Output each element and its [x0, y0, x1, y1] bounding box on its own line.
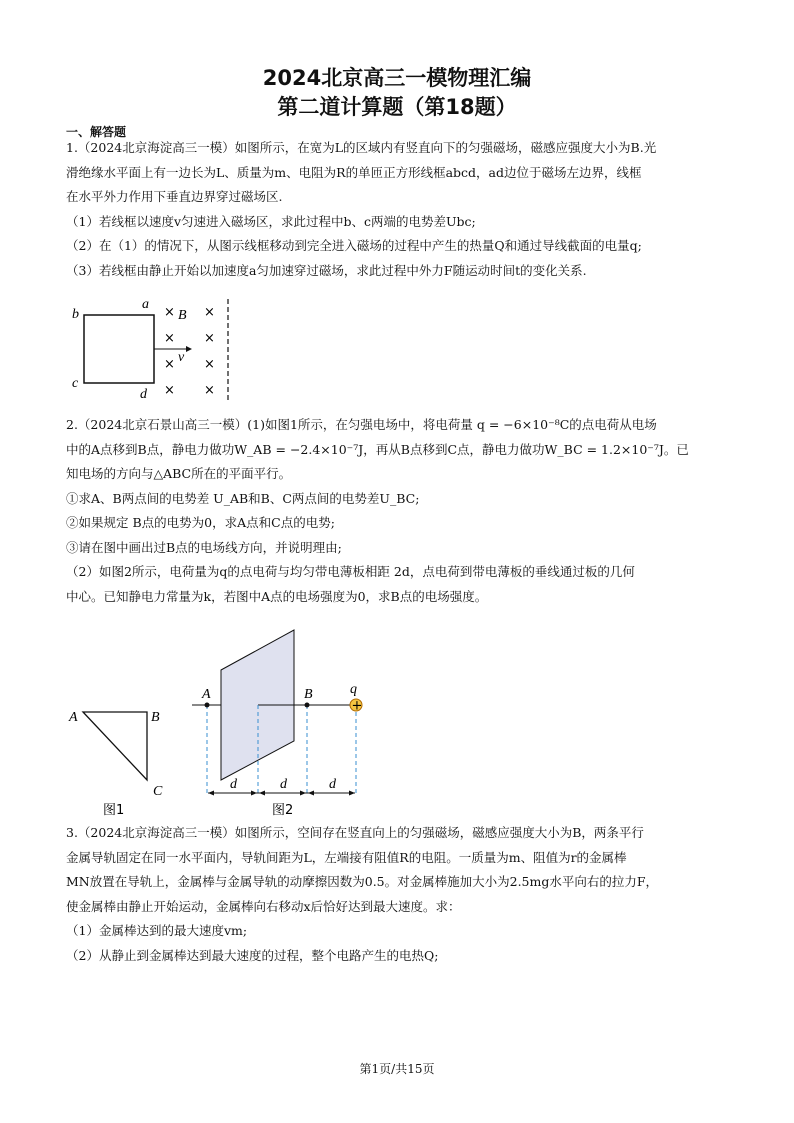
q1-sub: （1）若线框以速度v匀速进入磁场区，求此过程中b、c两端的电势差Ubc; — [66, 213, 476, 229]
arrow-head-icon — [186, 346, 192, 352]
field-cross-icon: × — [164, 357, 175, 372]
field-cross-icon: × — [204, 305, 215, 320]
q1-line: 滑绝缘水平面上有一边长为L、质量为m、电阻为R的单匝正方形线框abcd，ad边位于磁场左边界，线框 — [66, 164, 642, 180]
triangle-abc — [83, 712, 147, 780]
field-cross-icon: × — [164, 305, 175, 320]
q1-figure — [60, 295, 260, 410]
question-3 — [66, 821, 731, 968]
label-B: B — [304, 687, 313, 702]
q2-figure-2 — [180, 630, 380, 825]
section-heading: 一、解答题 — [66, 125, 127, 139]
page-title: 2024北京高三一模物理汇编 — [262, 66, 532, 90]
label-c: c — [72, 376, 79, 391]
dim-arrow-icon — [251, 791, 257, 796]
label-A: A — [69, 710, 78, 725]
label-b: b — [72, 307, 79, 322]
label-a: a — [142, 297, 149, 312]
q2-sub: ②如果规定 B点的电势为0，求A点和C点的电势; — [66, 515, 335, 530]
q2-line: 中的A点移到B点，静电力做功W_AB = −2.4×10⁻⁷J，再从B点移到C点，静电力做功W_BC = 1.2×10⁻⁷J。已 — [66, 441, 689, 457]
label-v: v — [178, 350, 185, 365]
field-cross-icon: × — [204, 357, 215, 372]
point-A-dot — [205, 703, 210, 708]
square-loop — [84, 315, 154, 383]
q2-line: 2.（2024北京石景山高三一模）(1)如图1所示，在匀强电场中，将电荷量 q = −6×10⁻⁸C的点电荷从电场 — [66, 417, 657, 432]
field-cross-icon: × — [204, 331, 215, 346]
label-d: d — [329, 777, 336, 792]
label-B: B — [178, 308, 187, 323]
dim-arrow-icon — [349, 791, 355, 796]
label-d: d — [140, 387, 147, 402]
q1-sub: （2）在（1）的情况下，从图示线框移动到完全进入磁场的过程中产生的热量Q和通过导线截面的电量q; — [66, 238, 642, 253]
label-d: d — [280, 777, 287, 792]
dim-arrow-icon — [208, 791, 214, 796]
dim-arrow-icon — [308, 791, 314, 796]
q1-line: 在水平外力作用下垂直边界穿过磁场区. — [66, 189, 283, 204]
label-q: q — [350, 682, 357, 697]
q3-line: 3.（2024北京海淀高三一模）如图所示，空间存在竖直向上的匀强磁场，磁感应强度大小为B，两条平行 — [66, 825, 644, 840]
figure-caption: 图2 — [272, 803, 294, 818]
label-d: d — [230, 777, 237, 792]
q3-line: 使金属棒由静止开始运动，金属棒向右移动x后恰好达到最大速度。求： — [66, 898, 461, 914]
dim-arrow-icon — [300, 791, 306, 796]
q2-sub: 中心。已知静电力常量为k，若图中A点的电场强度为0，求B点的电场强度。 — [66, 588, 488, 604]
plus-sign: + — [351, 698, 363, 714]
label-A: A — [202, 687, 211, 702]
field-cross-icon: × — [164, 383, 175, 398]
q2-sub: ①求A、B两点间的电势差 U_AB和B、C两点间的电势差U_BC; — [66, 490, 420, 506]
page-subtitle: 第二道计算题（第18题） — [277, 95, 517, 119]
q3-line: 金属导轨固定在同一水平面内，导轨间距为L，左端接有阻值R的电阻。一质量为m、阻值为r的金属棒 — [66, 849, 627, 865]
q2-sub: ③请在图中画出过B点的电场线方向，并说明理由; — [66, 539, 342, 555]
question-1 — [66, 136, 731, 283]
q2-line: 知电场的方向与△ABC所在的平面平行。 — [66, 466, 292, 481]
q2-sub: （2）如图2所示，电荷量为q的点电荷与均匀带电薄板相距 2d，点电荷到带电薄板的垂线通过板的几何 — [66, 564, 635, 579]
q3-sub: （1）金属棒达到的最大速度vm; — [66, 923, 248, 938]
q3-line: MN放置在导轨上，金属棒与金属导轨的动摩擦因数为0.5。对金属棒施加大小为2.5mg水平向右的拉力F， — [66, 874, 659, 889]
page-number: 第1页/共15页 — [359, 1062, 435, 1076]
q1-sub: （3）若线框由静止开始以加速度a匀加速穿过磁场，求此过程中外力F随运动时间t的变化关系. — [66, 262, 587, 278]
label-C: C — [153, 784, 163, 799]
label-B: B — [151, 710, 160, 725]
point-B-dot — [305, 703, 310, 708]
field-cross-icon: × — [204, 383, 215, 398]
question-2 — [66, 413, 731, 609]
field-cross-icon: × — [164, 331, 175, 346]
q3-sub: （2）从静止到金属棒达到最大速度的过程，整个电路产生的电热Q; — [66, 947, 439, 963]
figure-caption: 图1 — [103, 803, 125, 818]
q2-figure-1 — [65, 700, 185, 825]
dim-arrow-icon — [259, 791, 265, 796]
q1-line: 1.（2024北京海淀高三一模）如图所示，在宽为L的区域内有竖直向下的匀强磁场，磁感应强度大小为B.光 — [66, 140, 657, 155]
